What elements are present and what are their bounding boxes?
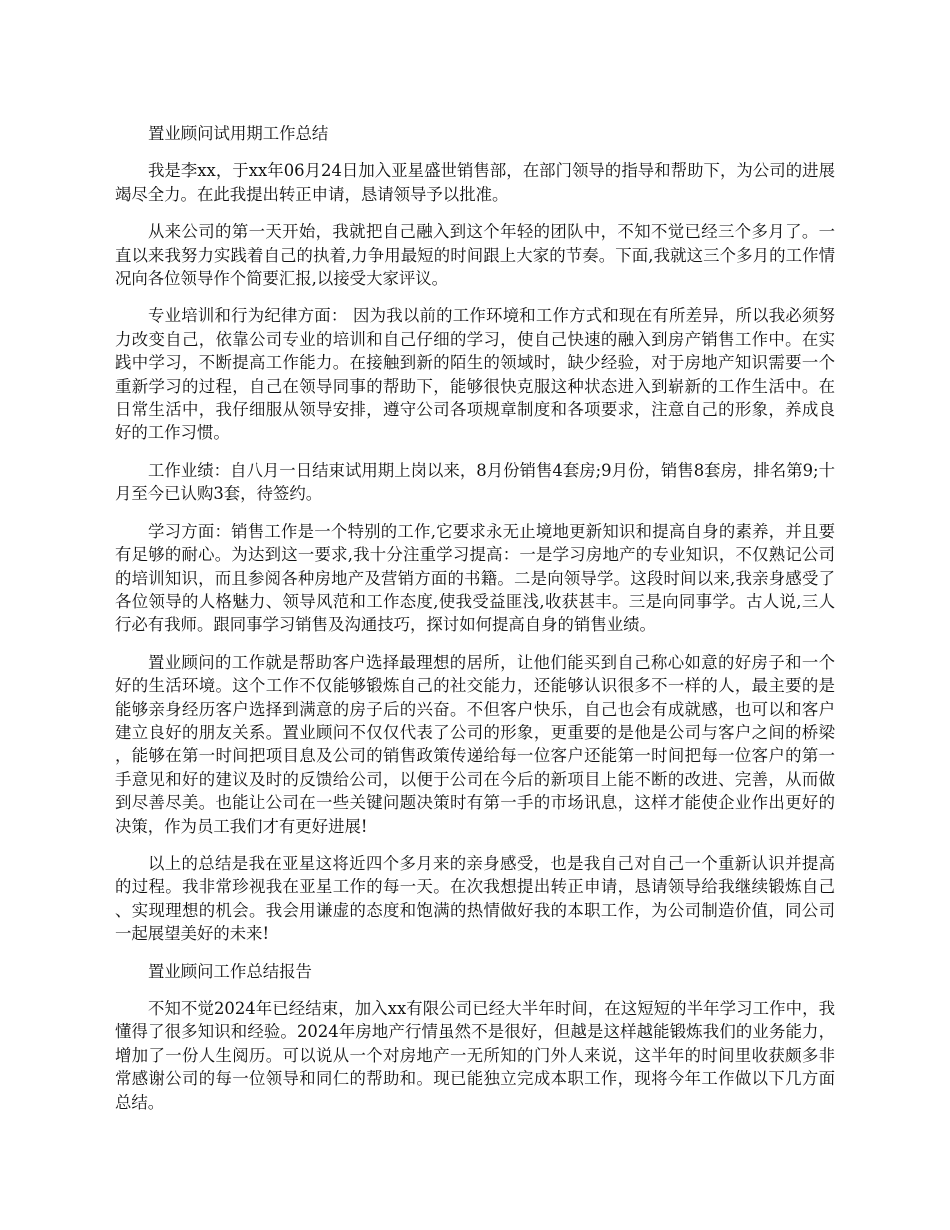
body-paragraph: 工作业绩：自八月一日结束试用期上岗以来，8月份销售4套房;9月份，销售8套房，排名第9;十月至今已认购3套，待签约。 (115, 460, 835, 504)
section-title: 置业顾问试用期工作总结 (148, 124, 329, 143)
body-paragraph: 学习方面：销售工作是一个特别的工作,它要求永无止境地更新知识和提高自身的素养，并且要有足够的耐心。为达到这一要求,我十分注重学习提高：一是学习房地产的专业知识，不仅熟记公司的培训知识，而且参阅各种房地产及营销方面的书籍。二是向领导学。这段时间以来,我亲身感受了各位领导的人格魅力、领导风范和工作态度,使我受益匪浅,收获甚丰。三是向同事学。古人说,三人行必有我师。跟同事学习销售及沟通技巧，探讨如何提高自身的销售业绩。 (115, 521, 835, 635)
body-paragraph: 以上的总结是我在亚星这将近四个多月来的亲身感受，也是我自己对自己一个重新认识并提高的过程。我非常珍视我在亚星工作的每一天。在次我想提出转正申请，恳请领导给我继续锻炼自己、实现理想的机会。我会用谦虚的态度和饱满的热情做好我的本职工作，为公司制造价值，同公司一起展望美好的未来! (115, 853, 835, 944)
body-paragraph: 置业顾问的工作就是帮助客户选择最理想的居所，让他们能买到自己称心如意的好房子和一个好的生活环境。这个工作不仅能够锻炼自己的社交能力，还能够认识很多不一样的人，最主要的是能够亲身经历客户选择到满意的房子后的兴奋。不但客户快乐，自己也会有成就感，也可以和客户建立良好的朋友关系。置业顾问不仅仅代表了公司的形象，更重要的是他是公司与客户之间的桥梁，能够在第一时间把项目息及公司的销售政策传递给每一位客户还能第一时间把每一位客户的第一手意见和好的建议及时的反馈给公司，以便于公司在今后的新项目上能不断的改进、完善，从而做到尽善尽美。也能让公司在一些关键问题决策时有第一手的市场讯息，这样才能使企业作出更好的决策，作为员工我们才有更好进展! (115, 652, 835, 836)
body-paragraph: 专业培训和行为纪律方面： 因为我以前的工作环境和工作方式和现在有所差异，所以我必须努力改变自己，依靠公司专业的培训和自己仔细的学习，使自己快速的融入到房产销售工作中。在实践中学习，不断提高工作能力。在接触到新的陌生的领域时，缺少经验，对于房地产知识需要一个重新学习的过程，自己在领导同事的帮助下，能够很快克服这种状态进入到崭新的工作生活中。在日常生活中，我仔细服从领导安排，遵守公司各项规章制度和各项要求，注意自己的形象，养成良好的工作习惯。 (115, 306, 835, 443)
body-paragraph: 从来公司的第一天开始，我就把自己融入到这个年轻的团队中，不知不觉已经三个多月了。一直以来我努力实践着自己的执着,力争用最短的时间跟上大家的节奏。下面,我就这三个多月的工作情况向各位领导作个简要汇报,以接受大家评议。 (115, 222, 835, 289)
body-paragraph: 我是李xx，于xx年06月24日加入亚星盛世销售部，在部门领导的指导和帮助下，为公司的进展竭尽全力。在此我提出转正申请，恳请领导予以批准。 (115, 161, 835, 204)
section-title: 置业顾问工作总结报告 (148, 961, 312, 981)
body-paragraph: 不知不觉2024年已经结束，加入xx有限公司已经大半年时间，在这短短的半年学习工作中，我懂得了很多知识和经验。2024年房地产行情虽然不是很好，但越是这样越能锻炼我们的业务能力，增加了一份人生阅历。可以说从一个对房地产一无所知的门外人来说，这半年的时间里收获颇多非常感谢公司的每一位领导和同仁的帮助和。现已能独立完成本职工作，现将今年工作做以下几方面总结。 (115, 999, 835, 1112)
document-body (115, 122, 835, 1128)
